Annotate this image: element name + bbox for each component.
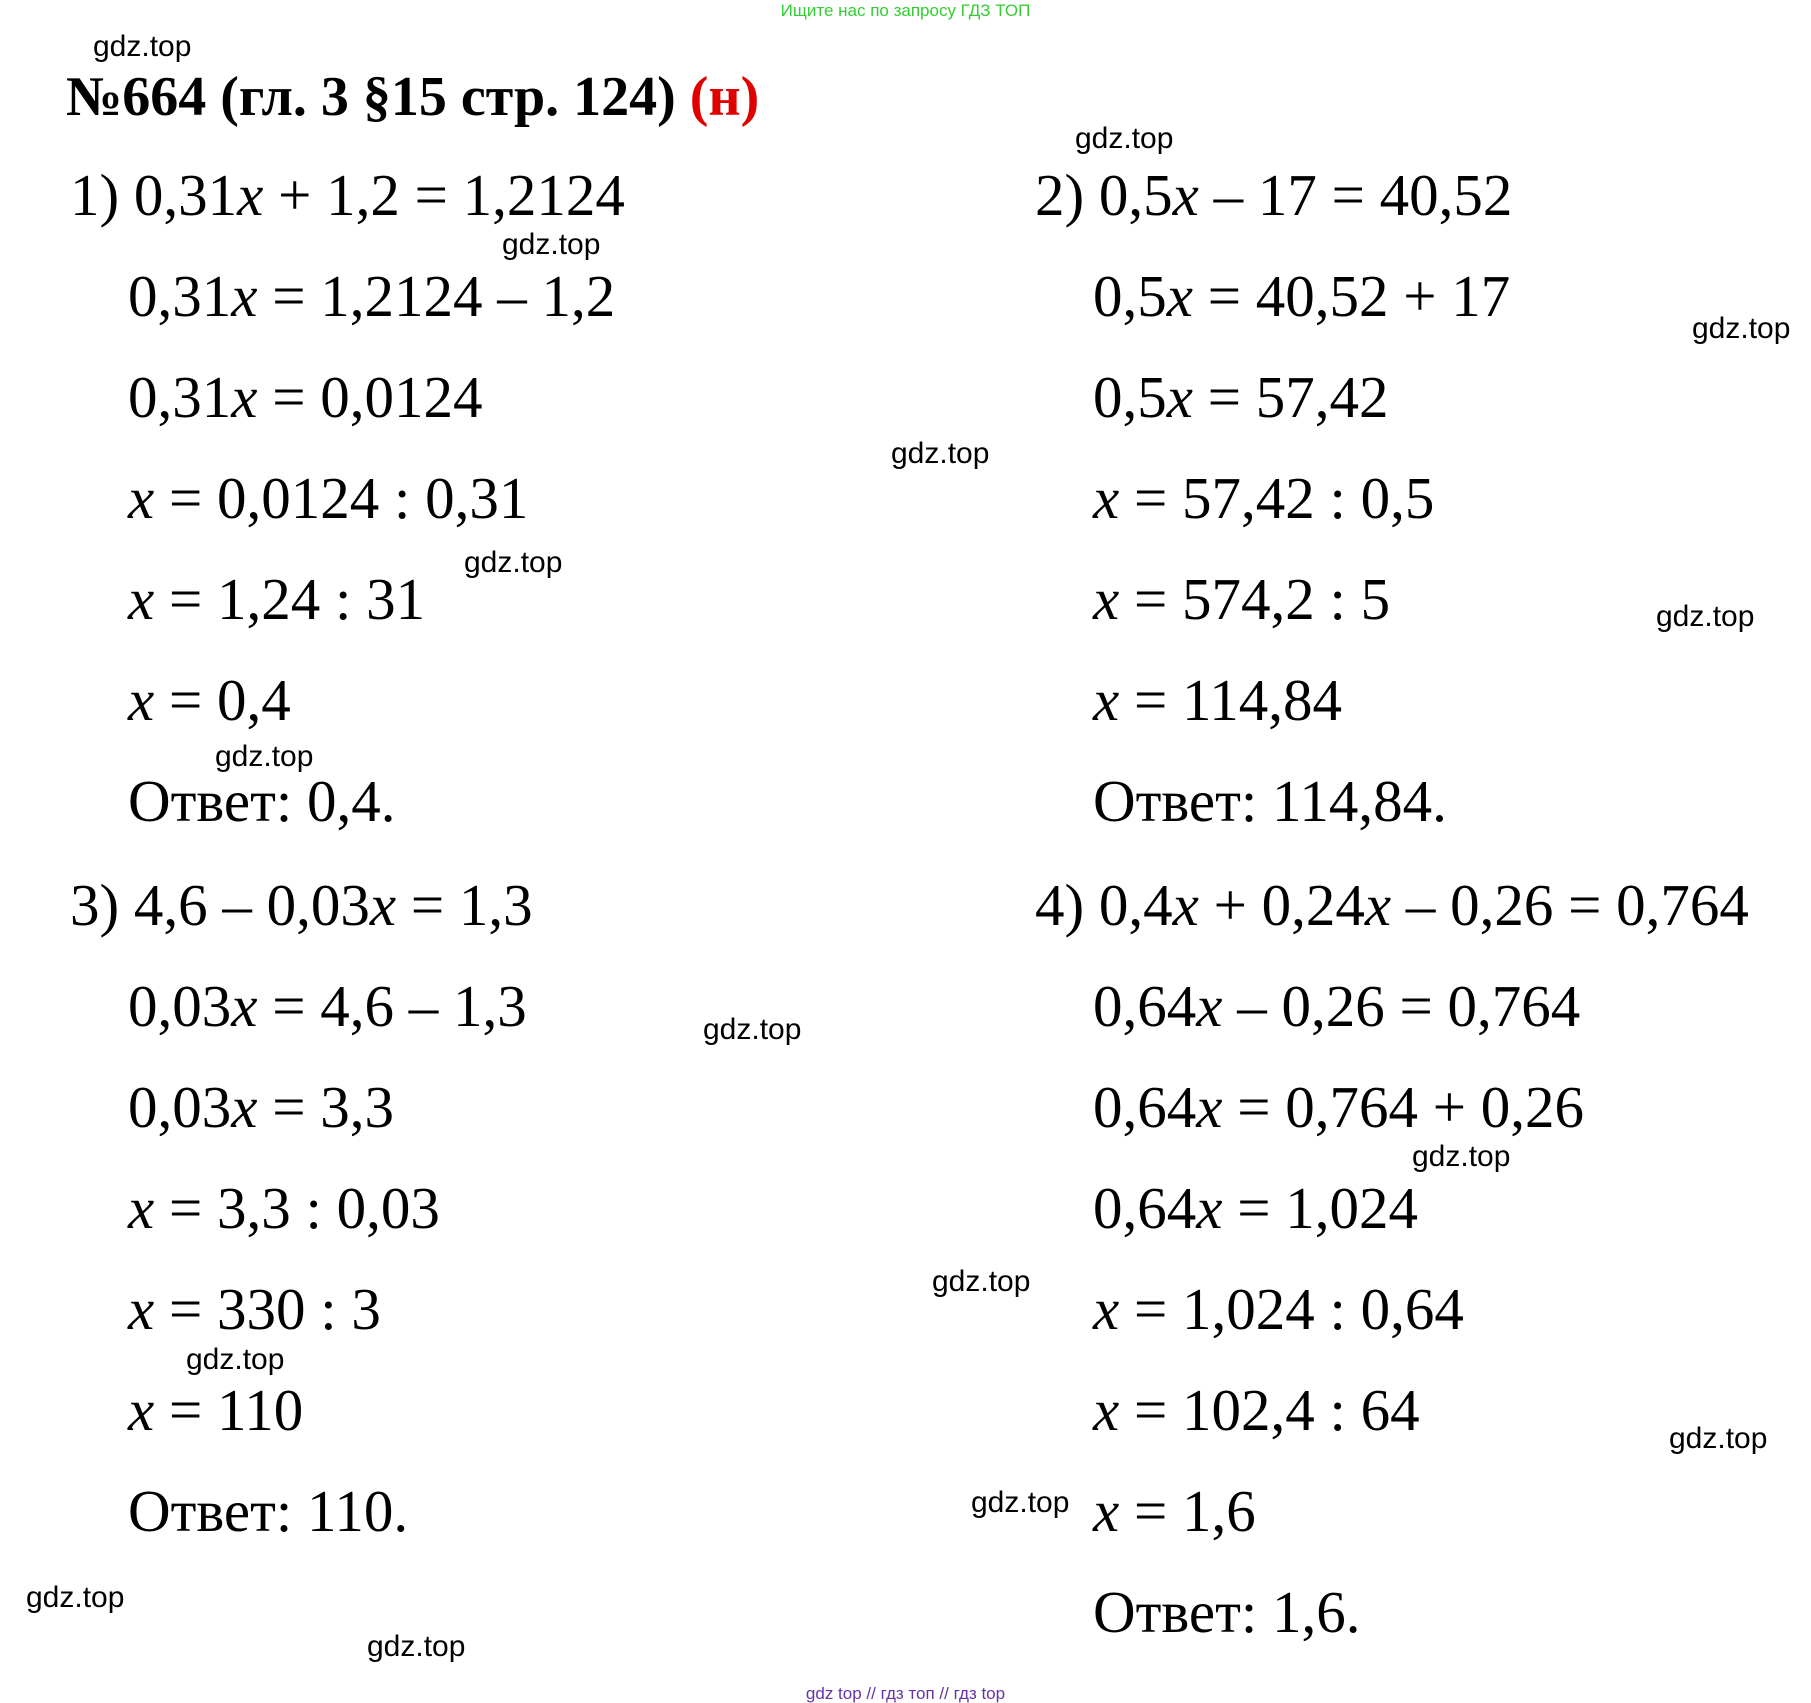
- watermark: gdz.top: [971, 1486, 1070, 1519]
- variable-x: x: [1093, 1478, 1120, 1544]
- exercise-title: №664 (гл. 3 §15 стр. 124): [66, 66, 676, 128]
- variable-x: x: [237, 162, 264, 228]
- variable-x: x: [1196, 1175, 1223, 1241]
- expression-text: 0,5: [1093, 364, 1167, 430]
- problem-4-line-7: [1093, 1476, 1256, 1546]
- expression-text: = 57,42: [1192, 364, 1389, 430]
- expression-text: = 0,764 + 0,26: [1222, 1074, 1584, 1140]
- problem-1-line-6: [128, 665, 291, 735]
- problem-4-line-1: [1035, 870, 1749, 940]
- variable-x: x: [369, 872, 397, 938]
- problem-1-line-3: [128, 362, 482, 432]
- problem-3-line-3: [128, 1072, 394, 1142]
- problem-2-line-5: [1093, 564, 1390, 634]
- watermark: gdz.top: [93, 30, 192, 63]
- variable-x: x: [1093, 667, 1120, 733]
- expression-text: 3) 4,6 – 0,03: [70, 872, 370, 938]
- expression-text: 0,03: [128, 1074, 232, 1140]
- expression-text: = 574,2 : 5: [1119, 566, 1391, 632]
- expression-text: = 0,0124: [257, 364, 483, 430]
- problem-1-line-4: [128, 463, 528, 533]
- problem-4-line-6: [1093, 1375, 1420, 1445]
- expression-text: = 114,84: [1119, 667, 1343, 733]
- expression-text: 0,64: [1093, 973, 1197, 1039]
- watermark: gdz.top: [215, 740, 314, 773]
- watermark: gdz.top: [1412, 1140, 1511, 1173]
- problem-3-line-2: [128, 971, 527, 1041]
- expression-text: = 1,3: [396, 872, 533, 938]
- problem-2-line-6: [1093, 665, 1342, 735]
- expression-text: + 0,24: [1198, 872, 1365, 938]
- watermark: gdz.top: [1075, 122, 1174, 155]
- variable-x: x: [1172, 872, 1199, 938]
- expression-text: Ответ: 1,6.: [1093, 1579, 1361, 1645]
- problem-3-line-6: [128, 1375, 303, 1445]
- expression-text: 4) 0,4: [1035, 872, 1173, 938]
- watermark: gdz.top: [1669, 1422, 1768, 1455]
- variable-x: x: [128, 566, 155, 632]
- problem-1-line-5: [128, 564, 425, 634]
- variable-x: x: [1172, 162, 1199, 228]
- expression-text: + 1,2 = 1,2124: [263, 162, 625, 228]
- expression-text: = 1,2124 – 1,2: [257, 263, 616, 329]
- variable-x: x: [128, 667, 155, 733]
- expression-text: 0,31: [128, 364, 232, 430]
- problem-3-line-1: [70, 870, 533, 940]
- problem-1-line-1: [70, 160, 625, 230]
- expression-text: = 40,52 + 17: [1192, 263, 1511, 329]
- watermark: gdz.top: [464, 546, 563, 579]
- watermark: gdz.top: [26, 1581, 125, 1614]
- problem-1-line-7: [128, 766, 396, 836]
- problem-4-line-2: [1093, 971, 1580, 1041]
- footer: gdz top // гдз топ // гдз top: [805, 1684, 1006, 1703]
- expression-text: = 3,3 : 0,03: [154, 1175, 440, 1241]
- problem-2-line-7: [1093, 766, 1447, 836]
- expression-text: = 102,4 : 64: [1119, 1377, 1420, 1443]
- expression-text: = 110: [154, 1377, 304, 1443]
- problem-4-line-8: [1093, 1577, 1361, 1647]
- expression-text: = 1,024 : 0,64: [1119, 1276, 1464, 1342]
- variable-x: x: [128, 465, 155, 531]
- expression-text: = 4,6 – 1,3: [257, 973, 527, 1039]
- watermark: gdz.top: [703, 1013, 802, 1046]
- problem-2-line-4: [1093, 463, 1434, 533]
- variable-x: x: [1093, 1276, 1120, 1342]
- problem-1-line-2: [128, 261, 615, 331]
- expression-text: = 57,42 : 0,5: [1119, 465, 1435, 531]
- expression-text: 0,64: [1093, 1074, 1197, 1140]
- variable-x: x: [1093, 465, 1120, 531]
- expression-text: Ответ: 110.: [128, 1478, 409, 1544]
- variable-x: x: [128, 1175, 155, 1241]
- expression-text: = 0,4: [154, 667, 291, 733]
- expression-text: = 1,24 : 31: [154, 566, 426, 632]
- variable-x: x: [1093, 566, 1120, 632]
- problem-2-line-3: [1093, 362, 1388, 432]
- expression-text: – 0,26 = 0,764: [1222, 973, 1581, 1039]
- watermark: gdz.top: [367, 1630, 466, 1663]
- exercise-marker: (н): [689, 66, 760, 128]
- variable-x: x: [231, 973, 258, 1039]
- variable-x: x: [128, 1276, 155, 1342]
- problem-3-line-7: [128, 1476, 408, 1546]
- problem-4-line-4: [1093, 1173, 1418, 1243]
- variable-x: x: [231, 364, 258, 430]
- expression-text: = 1,6: [1119, 1478, 1256, 1544]
- expression-text: Ответ: 114,84.: [1093, 768, 1447, 834]
- expression-text: 0,5: [1093, 263, 1167, 329]
- problem-3-line-4: [128, 1173, 440, 1243]
- page-title: [66, 62, 759, 132]
- watermark: gdz.top: [932, 1265, 1031, 1298]
- expression-text: 1) 0,31: [70, 162, 238, 228]
- expression-text: = 1,024: [1222, 1175, 1418, 1241]
- variable-x: x: [1093, 1377, 1120, 1443]
- expression-text: – 0,26 = 0,764: [1391, 872, 1749, 938]
- variable-x: x: [231, 1074, 258, 1140]
- variable-x: x: [1196, 1074, 1223, 1140]
- problem-3-line-5: [128, 1274, 381, 1344]
- expression-text: = 330 : 3: [154, 1276, 381, 1342]
- watermark: gdz.top: [1692, 312, 1791, 345]
- expression-text: Ответ: 0,4.: [128, 768, 396, 834]
- top-banner: Ищите нас по запросу ГДЗ ТОП: [780, 1, 1031, 20]
- watermark: gdz.top: [891, 437, 990, 470]
- watermark: gdz.top: [1656, 600, 1755, 633]
- variable-x: x: [1364, 872, 1392, 938]
- watermark: gdz.top: [186, 1343, 285, 1376]
- variable-x: x: [1166, 263, 1193, 329]
- expression-text: = 3,3: [257, 1074, 394, 1140]
- expression-text: 2) 0,5: [1035, 162, 1173, 228]
- watermark: gdz.top: [502, 228, 601, 261]
- variable-x: x: [1196, 973, 1223, 1039]
- problem-2-line-1: [1035, 160, 1512, 230]
- problem-4-line-5: [1093, 1274, 1464, 1344]
- expression-text: 0,64: [1093, 1175, 1197, 1241]
- expression-text: 0,03: [128, 973, 232, 1039]
- variable-x: x: [128, 1377, 155, 1443]
- expression-text: – 17 = 40,52: [1198, 162, 1513, 228]
- expression-text: = 0,0124 : 0,31: [154, 465, 529, 531]
- problem-4-line-3: [1093, 1072, 1584, 1142]
- expression-text: 0,31: [128, 263, 232, 329]
- variable-x: x: [231, 263, 258, 329]
- variable-x: x: [1166, 364, 1193, 430]
- problem-2-line-2: [1093, 261, 1510, 331]
